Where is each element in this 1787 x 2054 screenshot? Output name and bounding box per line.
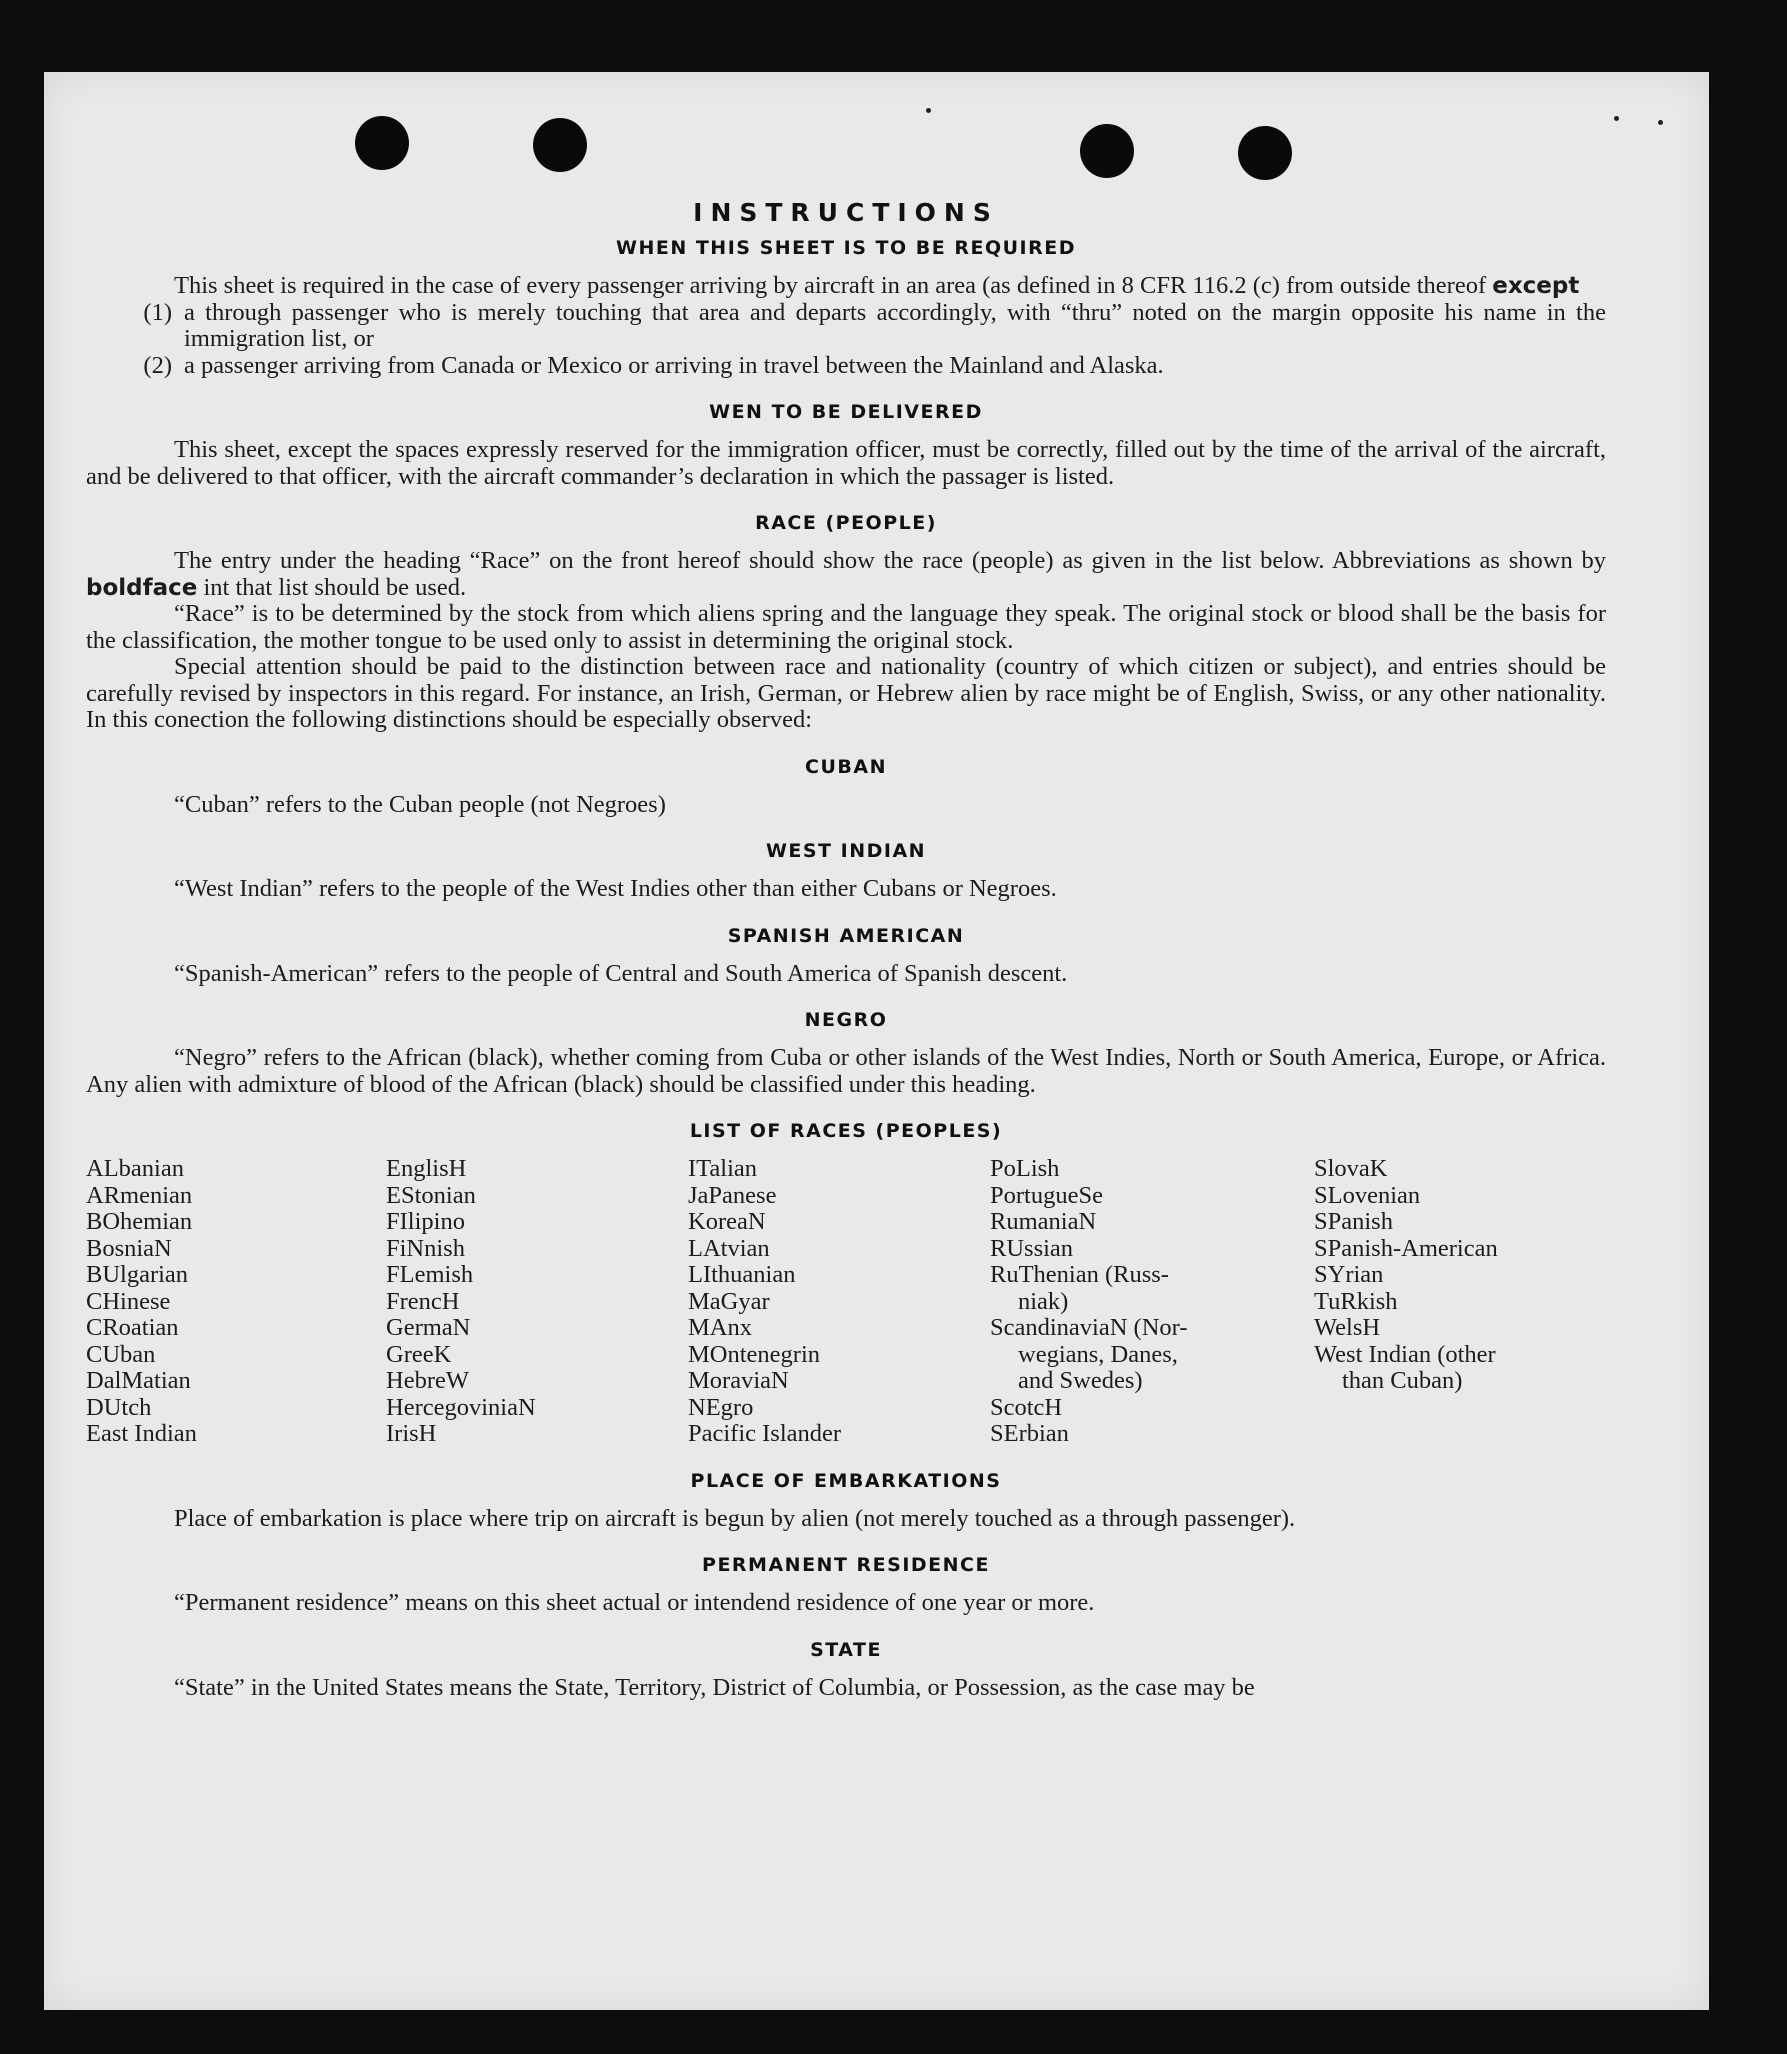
heading-when-delivered: WEN TO BE DELIVERED <box>709 401 983 423</box>
list-item: PoLish <box>990 1155 1060 1182</box>
heading-list-of-races: LIST OF RACES (PEOPLES) <box>689 1120 1003 1142</box>
list-item: SlovaK <box>1314 1155 1388 1182</box>
list-item: FrencH <box>386 1287 460 1315</box>
list-item: TuRkish <box>1314 1287 1398 1315</box>
list-item: ALbanian <box>86 1155 184 1182</box>
list-item: West Indian (other <box>1314 1340 1496 1368</box>
exception-text: a through passenger who is merely touching that area and departs accordingly, with “thru” noted on the margin opposite his name in the immigration list, or <box>184 298 1606 352</box>
list-item: FLemish <box>386 1261 474 1288</box>
list-item: BOhemian <box>86 1208 193 1235</box>
list-item: SPanish <box>1314 1208 1393 1235</box>
list-item: GreeK <box>386 1340 452 1368</box>
heading-cuban: CUBAN <box>805 755 887 778</box>
list-item: LAtvian <box>688 1234 770 1262</box>
list-item: BosniaN <box>86 1234 172 1262</box>
list-item: ScotcH <box>990 1393 1063 1421</box>
list-item: CUban <box>86 1340 156 1368</box>
paragraph-race-3: Special attention should be paid to the distinction between race and nationality (country of which citizen or subject), and entries should be carefully revised by inspectors in this regard. For instance, an Irish, German, or Hebrew alien by race might be of English, Swiss, or any other nationality. In this conection the following distinctions should be especially observed: <box>86 653 1606 733</box>
document-sheet <box>44 72 1709 2010</box>
races-column-5 <box>1314 1156 1606 1448</box>
list-item: and Swedes) <box>1018 1367 1143 1394</box>
list-item: ARmenian <box>86 1181 193 1209</box>
keyword-boldface: boldface <box>86 574 198 601</box>
races-column-3 <box>688 1156 990 1448</box>
paragraph-required-intro <box>86 273 1606 300</box>
heading-place-of-embarkation: PLACE OF EMBARKATIONS <box>690 1469 1002 1492</box>
paragraph-west-indian: “West Indian” refers to the people of the West Indies other than either Cubans or Negroes. <box>174 875 1057 902</box>
list-item: DalMatian <box>86 1367 191 1394</box>
list-item: MaGyar <box>688 1287 770 1315</box>
speck-mark <box>926 108 931 113</box>
races-column-4 <box>990 1156 1314 1448</box>
list-item: niak) <box>1018 1287 1069 1315</box>
list-item: KoreaN <box>688 1208 766 1235</box>
list-item: SErbian <box>990 1420 1069 1447</box>
list-item: CHinese <box>86 1287 171 1315</box>
keyword-except: except <box>1492 273 1580 299</box>
races-column-2 <box>386 1156 688 1448</box>
list-item: wegians, Danes, <box>1018 1340 1178 1368</box>
heading-race: RACE (PEOPLE) <box>755 512 937 534</box>
exception-number: (2) <box>143 351 172 379</box>
list-item: East Indian <box>86 1420 197 1447</box>
heading-negro: NEGRO <box>804 1009 888 1031</box>
list-item: CRoatian <box>86 1314 179 1341</box>
paragraph-state: “State” in the United States means the State, Territory, District of Columbia, or Possession, as the case may be <box>174 1673 1255 1701</box>
paragraph-embarkation: Place of embarkation is place where trip on aircraft is begun by alien (not merely touched as a through passenger). <box>174 1504 1296 1532</box>
exception-item-2 <box>86 353 1606 380</box>
list-item: RUssian <box>990 1234 1074 1262</box>
paragraph-residence: “Permanent residence” means on this sheet actual or intendend residence of one year or more. <box>174 1589 1095 1616</box>
paragraph-race-2: “Race” is to be determined by the stock from which aliens spring and the language they speak. The original stock or blood shall be the basis for the classification, the mother tongue to be used only to assist in determining the original stock. <box>86 600 1606 654</box>
exception-item-1 <box>86 300 1606 353</box>
exception-text: a passenger arriving from Canada or Mexico or arriving in travel between the Mainland and Alaska. <box>184 351 1164 379</box>
exception-number: (1) <box>143 298 172 326</box>
list-item: FIlipino <box>386 1208 465 1235</box>
list-item: FiNnish <box>386 1234 465 1262</box>
race-p1-before: The entry under the heading “Race” on the front hereof should show the race (people) as given in the list below. Abbreviations as shown by <box>174 547 1606 574</box>
punch-hole-4 <box>1238 126 1292 180</box>
speck-mark <box>1614 116 1619 121</box>
speck-mark <box>1658 120 1663 125</box>
list-item: NEgro <box>688 1393 754 1421</box>
paragraph-race-1 <box>86 548 1606 601</box>
list-item: HercegoviniaN <box>386 1393 536 1421</box>
race-p1-after: int that list should be used. <box>203 573 467 601</box>
list-item: MOntenegrin <box>688 1340 820 1368</box>
list-item: MoraviaN <box>688 1367 789 1394</box>
list-item: ScandinaviaN (Nor- <box>990 1314 1188 1341</box>
paragraph-cuban: “Cuban” refers to the Cuban people (not Negroes) <box>174 790 666 818</box>
paragraph-spanish-american: “Spanish-American” refers to the people of Central and South America of Spanish descent. <box>174 959 1068 987</box>
list-item: GermaN <box>386 1314 471 1341</box>
heading-spanish-american: SPANISH AMERICAN <box>727 924 965 947</box>
list-item: LIthuanian <box>688 1261 796 1288</box>
paragraph-delivered: This sheet, except the spaces expressly reserved for the immigration officer, must be correctly, filled out by the time of the arrival of the aircraft, and be delivered to that officer, with the aircraft commander’s declaration in which the passager is listed. <box>86 436 1606 490</box>
races-list <box>86 1156 1606 1448</box>
list-item: RumaniaN <box>990 1208 1097 1235</box>
required-intro-text: This sheet is required in the case of every passenger arriving by aircraft in an area (as defined in 8 CFR 116.2 (c) from outside thereof <box>174 272 1487 299</box>
list-item: PortugueSe <box>990 1181 1103 1209</box>
list-item: JaPanese <box>688 1181 777 1209</box>
list-item: SYrian <box>1314 1261 1384 1288</box>
heading-west-indian: WEST INDIAN <box>765 840 927 862</box>
punch-hole-1 <box>355 116 409 170</box>
heading-state: STATE <box>810 1638 882 1661</box>
page-title: INSTRUCTIONS <box>693 198 999 227</box>
heading-when-required: WHEN THIS SHEET IS TO BE REQUIRED <box>615 237 1076 259</box>
races-column-1 <box>86 1156 386 1448</box>
list-item: EnglisH <box>386 1155 467 1182</box>
list-item: SLovenian <box>1314 1181 1421 1209</box>
list-item: DUtch <box>86 1393 152 1421</box>
list-item: ITalian <box>688 1155 758 1182</box>
list-item: BUlgarian <box>86 1261 189 1288</box>
list-item: HebreW <box>386 1367 469 1394</box>
paragraph-negro: “Negro” refers to the African (black), whether coming from Cuba or other islands of the West Indies, North or South America, Europe, or Africa. Any alien with admixture of blood of the African (black) should be classified under this heading. <box>86 1044 1606 1098</box>
punch-hole-3 <box>1080 124 1134 178</box>
document-body <box>86 198 1606 1701</box>
list-item: Pacific Islander <box>688 1420 842 1447</box>
heading-permanent-residence: PERMANENT RESIDENCE <box>702 1554 990 1576</box>
list-item: SPanish-American <box>1314 1234 1498 1262</box>
list-item: WelsH <box>1314 1314 1381 1341</box>
list-item: IrisH <box>386 1420 437 1447</box>
list-item: RuThenian (Russ- <box>990 1261 1169 1288</box>
list-item: than Cuban) <box>1342 1367 1463 1394</box>
punch-hole-2 <box>533 118 587 172</box>
list-item: MAnx <box>688 1314 752 1341</box>
list-item: EStonian <box>386 1181 476 1209</box>
